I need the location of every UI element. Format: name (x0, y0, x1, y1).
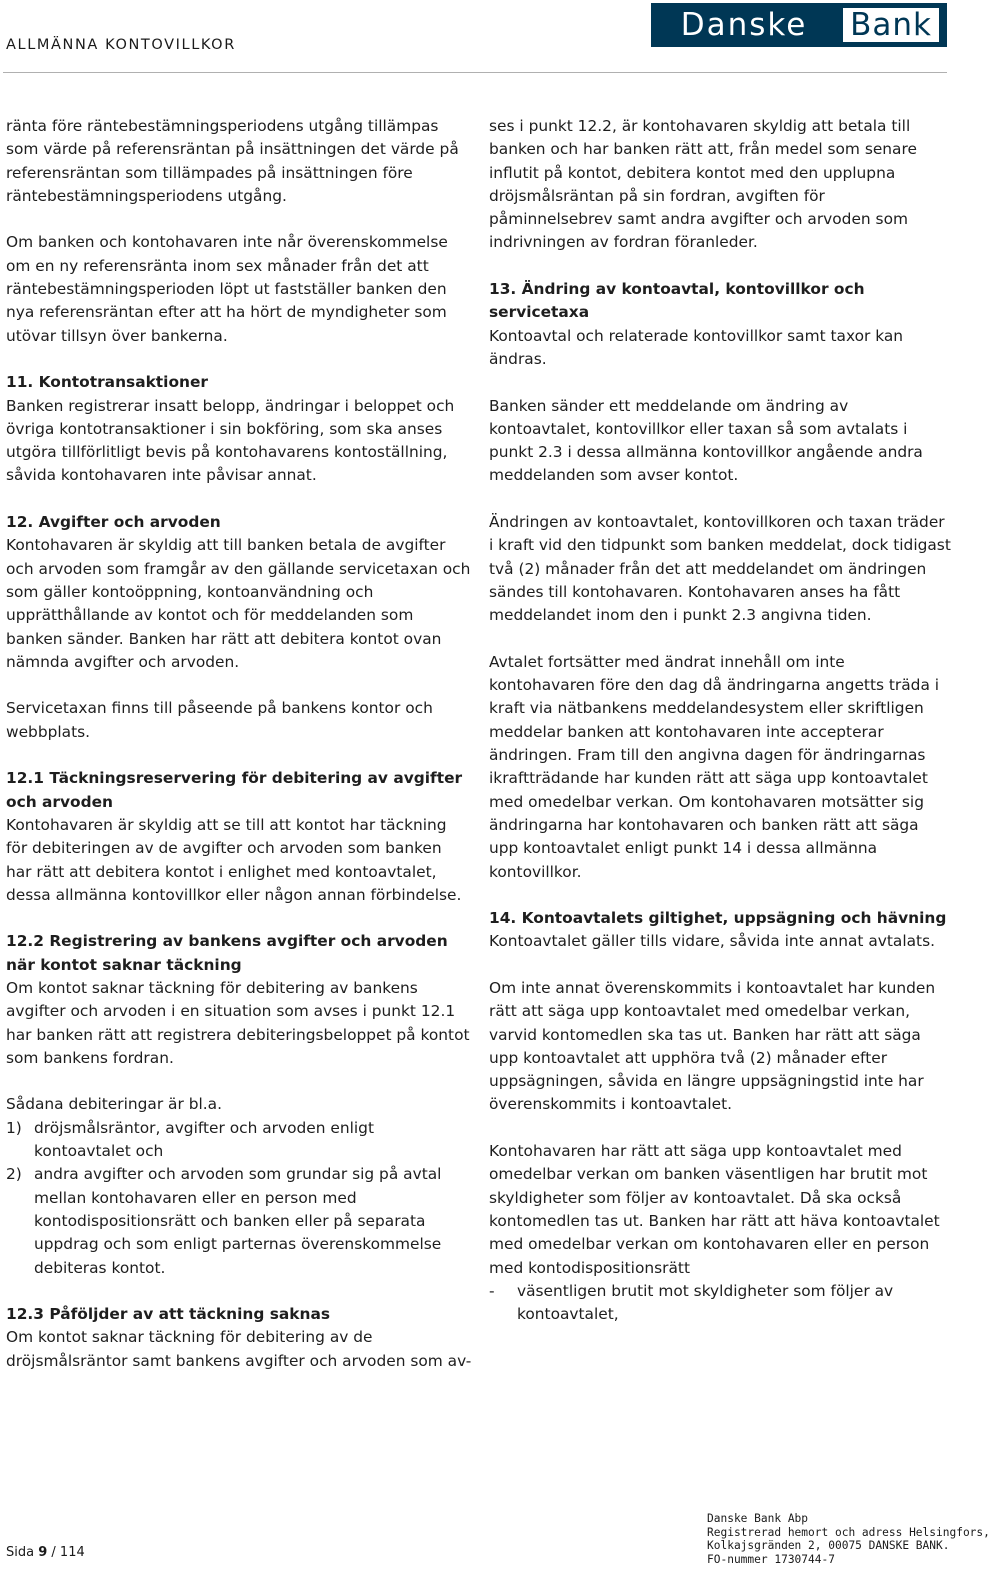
list-item-text: andra avgifter och arvoden som grundar sig på avtal mellan kontohavaren eller en person med kontodispositionsrätt och banken eller på separata uppdrag och som enligt parternas överenskommelse debiteras kontot. (34, 1165, 442, 1277)
address-line: FO-nummer 1730744-7 (707, 1552, 835, 1566)
section-heading-12: 12. Avgifter och arvoden (6, 513, 221, 532)
paragraph: Om kontot saknar täckning för debitering av bankens avgifter och arvoden i en situation som avses i punkt 12.1 har banken rätt att registrera debiteringsbeloppet på kontot som bankens fordran. (6, 978, 470, 1067)
list-item (6, 1117, 472, 1164)
paragraph: Ändringen av kontoavtalet, kontovillkoren och taxan träder i kraft vid den tidpunkt som banken meddelat, dock tidigast två (2) månader från det att meddelandet om ändringen sändes till kontohavaren. Kontohavaren anses ha fått meddelandet inom den i punkt 2.3 angivna tiden. (489, 513, 951, 625)
address-line: Kolkajsgränden 2, 00075 DANSKE BANK. (707, 1539, 950, 1553)
list-item-text: dröjsmålsräntor, avgifter och arvoden enligt kontoavtalet och (34, 1118, 374, 1161)
paragraph: Om banken och kontohavaren inte når överenskommelse om en ny referensränta inom sex månader från det att räntebestämningsperioden löpt ut fastställer banken den nya referensräntan efter att ha hört de myndigheter som utövar tillsyn över bankerna. (6, 233, 448, 345)
paragraph: Servicetaxan finns till påseende på bankens kontor och webbplats. (6, 699, 433, 741)
footer-address (707, 1512, 990, 1566)
page-number (6, 1545, 85, 1560)
address-line: Registrerad hemort och adress Helsingfors, (707, 1525, 990, 1539)
document-header-title: ALLMÄNNA KONTOVILLKOR (6, 37, 236, 53)
paragraph: ränta före räntebestämningsperiodens utgång tillämpas som värde på referensräntan på insättningen det värde på referensräntan som tillämpades på insättningen före räntebestämningsperiodens utgång. (6, 117, 459, 205)
paragraph: Avtalet fortsätter med ändrat innehåll om inte kontohavaren före den dag då ändringarna angetts träda i kraft via nätbankens meddelandesystem eller skriftligen meddelar banken att kontohavaren inte accepterar ändringen. Fram till den angivna dagen för ändringarnas ikraftträdande har kunden rätt att säga upp kontoavtalet med omedelbar verkan. Om kontohavaren motsätter sig ändringarna har kontohavaren och banken rätt att säga upp kontoavtalet enligt punkt 14 i dessa allmänna kontovillkor. (489, 652, 940, 881)
left-column (6, 115, 472, 1373)
paragraph: Kontoavtal och relaterade kontovillkor samt taxor kan ändras. (489, 326, 904, 368)
address-line: Danske Bank Abp (707, 1512, 809, 1525)
paragraph: Om kontot saknar täckning för debitering av de dröjsmålsräntor samt bankens avgifter och arvoden som av- (6, 1328, 472, 1370)
paragraph: Kontoavtalet gäller tills vidare, såvida inte annat avtalats. (489, 932, 935, 951)
list-item-number: 2) (6, 1165, 22, 1184)
paragraph: Kontohavaren har rätt att säga upp kontoavtalet med omedelbar verkan om banken väsentligen har brutit mot skyldigheter som följer av kontoavtalet. Då ska också kontomedlen tas ut. Banken har rätt att häva kontoavtalet med omedelbar verkan om kontohavaren eller en person med kontodispositionsrätt (489, 1142, 940, 1277)
danske-bank-logo (651, 3, 947, 47)
header-divider (3, 72, 947, 73)
paragraph: Om inte annat överenskommits i kontoavtalet har kunden rätt att säga upp kontoavtalet med omedelbar verkan, varvid kontomedlen ska tas ut. Banken har rätt att säga upp kontoavtalet att upphöra två (2) månader efter uppsägningen, såvida en längre uppsägningstid inte har överenskommits i kontoavtalet. (489, 978, 936, 1114)
paragraph: Banken registrerar insatt belopp, ändringar i beloppet och övriga kontotransaktioner i sin bokföring, som ska anses utgöra tillförlitligt bevis på kontohavarens kontoställning, såvida kontohavaren inte påvisar annat. (6, 396, 455, 485)
page-prefix: Sida (6, 1545, 35, 1560)
list-item-number: 1) (6, 1118, 22, 1137)
list-intro: Sådana debiteringar är bl.a. (6, 1095, 222, 1114)
bullet-dash: - (489, 1281, 495, 1300)
paragraph: Kontohavaren är skyldig att se till att kontot har täckning för debiteringen av de avgifter och arvoden som banken har rätt att debitera kontot i enlighet med kontoavtalet, dessa allmänna kontovillkor eller någon annan förbindelse. (6, 815, 462, 904)
page-current: 9 (38, 1545, 48, 1560)
bullet-text: väsentligen brutit mot skyldigheter som följer av kontoavtalet, (517, 1281, 894, 1324)
logo-word-bank: Bank (841, 6, 941, 44)
paragraph: Banken sänder ett meddelande om ändring av kontoavtalet, kontovillkor eller taxan så som avtalats i punkt 2.3 i dessa allmänna kontovillkor angående andra meddelanden som avser kontot. (489, 396, 923, 485)
section-heading-12-2: 12.2 Registrering av bankens avgifter och arvoden när kontot saknar täckning (6, 932, 448, 974)
page-total: / 114 (51, 1545, 85, 1560)
bullet-item (489, 1280, 951, 1327)
section-heading-11: 11. Kontotransaktioner (6, 373, 209, 392)
section-heading-13: 13. Ändring av kontoavtal, kontovillkor och servicetaxa (489, 280, 865, 322)
section-heading-14: 14. Kontoavtalets giltighet, uppsägning och hävning (489, 909, 947, 928)
section-heading-12-1: 12.1 Täckningsreservering för debitering av avgifter och arvoden (6, 769, 463, 811)
logo-word-danske: Danske (680, 7, 808, 43)
paragraph: Kontohavaren är skyldig att till banken betala de avgifter och arvoden som framgår av den gällande servicetaxan och som gäller kontoöppning, kontoanvändning och upprätthållande av kontot och för meddelanden som banken sänder. Banken har rätt att debitera kontot ovan nämnda avgifter och arvoden. (6, 536, 471, 671)
paragraph: ses i punkt 12.2, är kontohavaren skyldig att betala till banken och har banken rätt att, från medel som senare influtit på kontot, debitera kontot med den upplupna dröjsmålsräntan på sin fordran, avgiften för påminnelsebrev samt andra avgifter och arvoden som indrivningen av fordran föranleder. (489, 117, 917, 252)
section-heading-12-3: 12.3 Påföljder av att täckning saknas (6, 1305, 330, 1324)
list-item (6, 1163, 472, 1279)
right-column (489, 115, 951, 1326)
